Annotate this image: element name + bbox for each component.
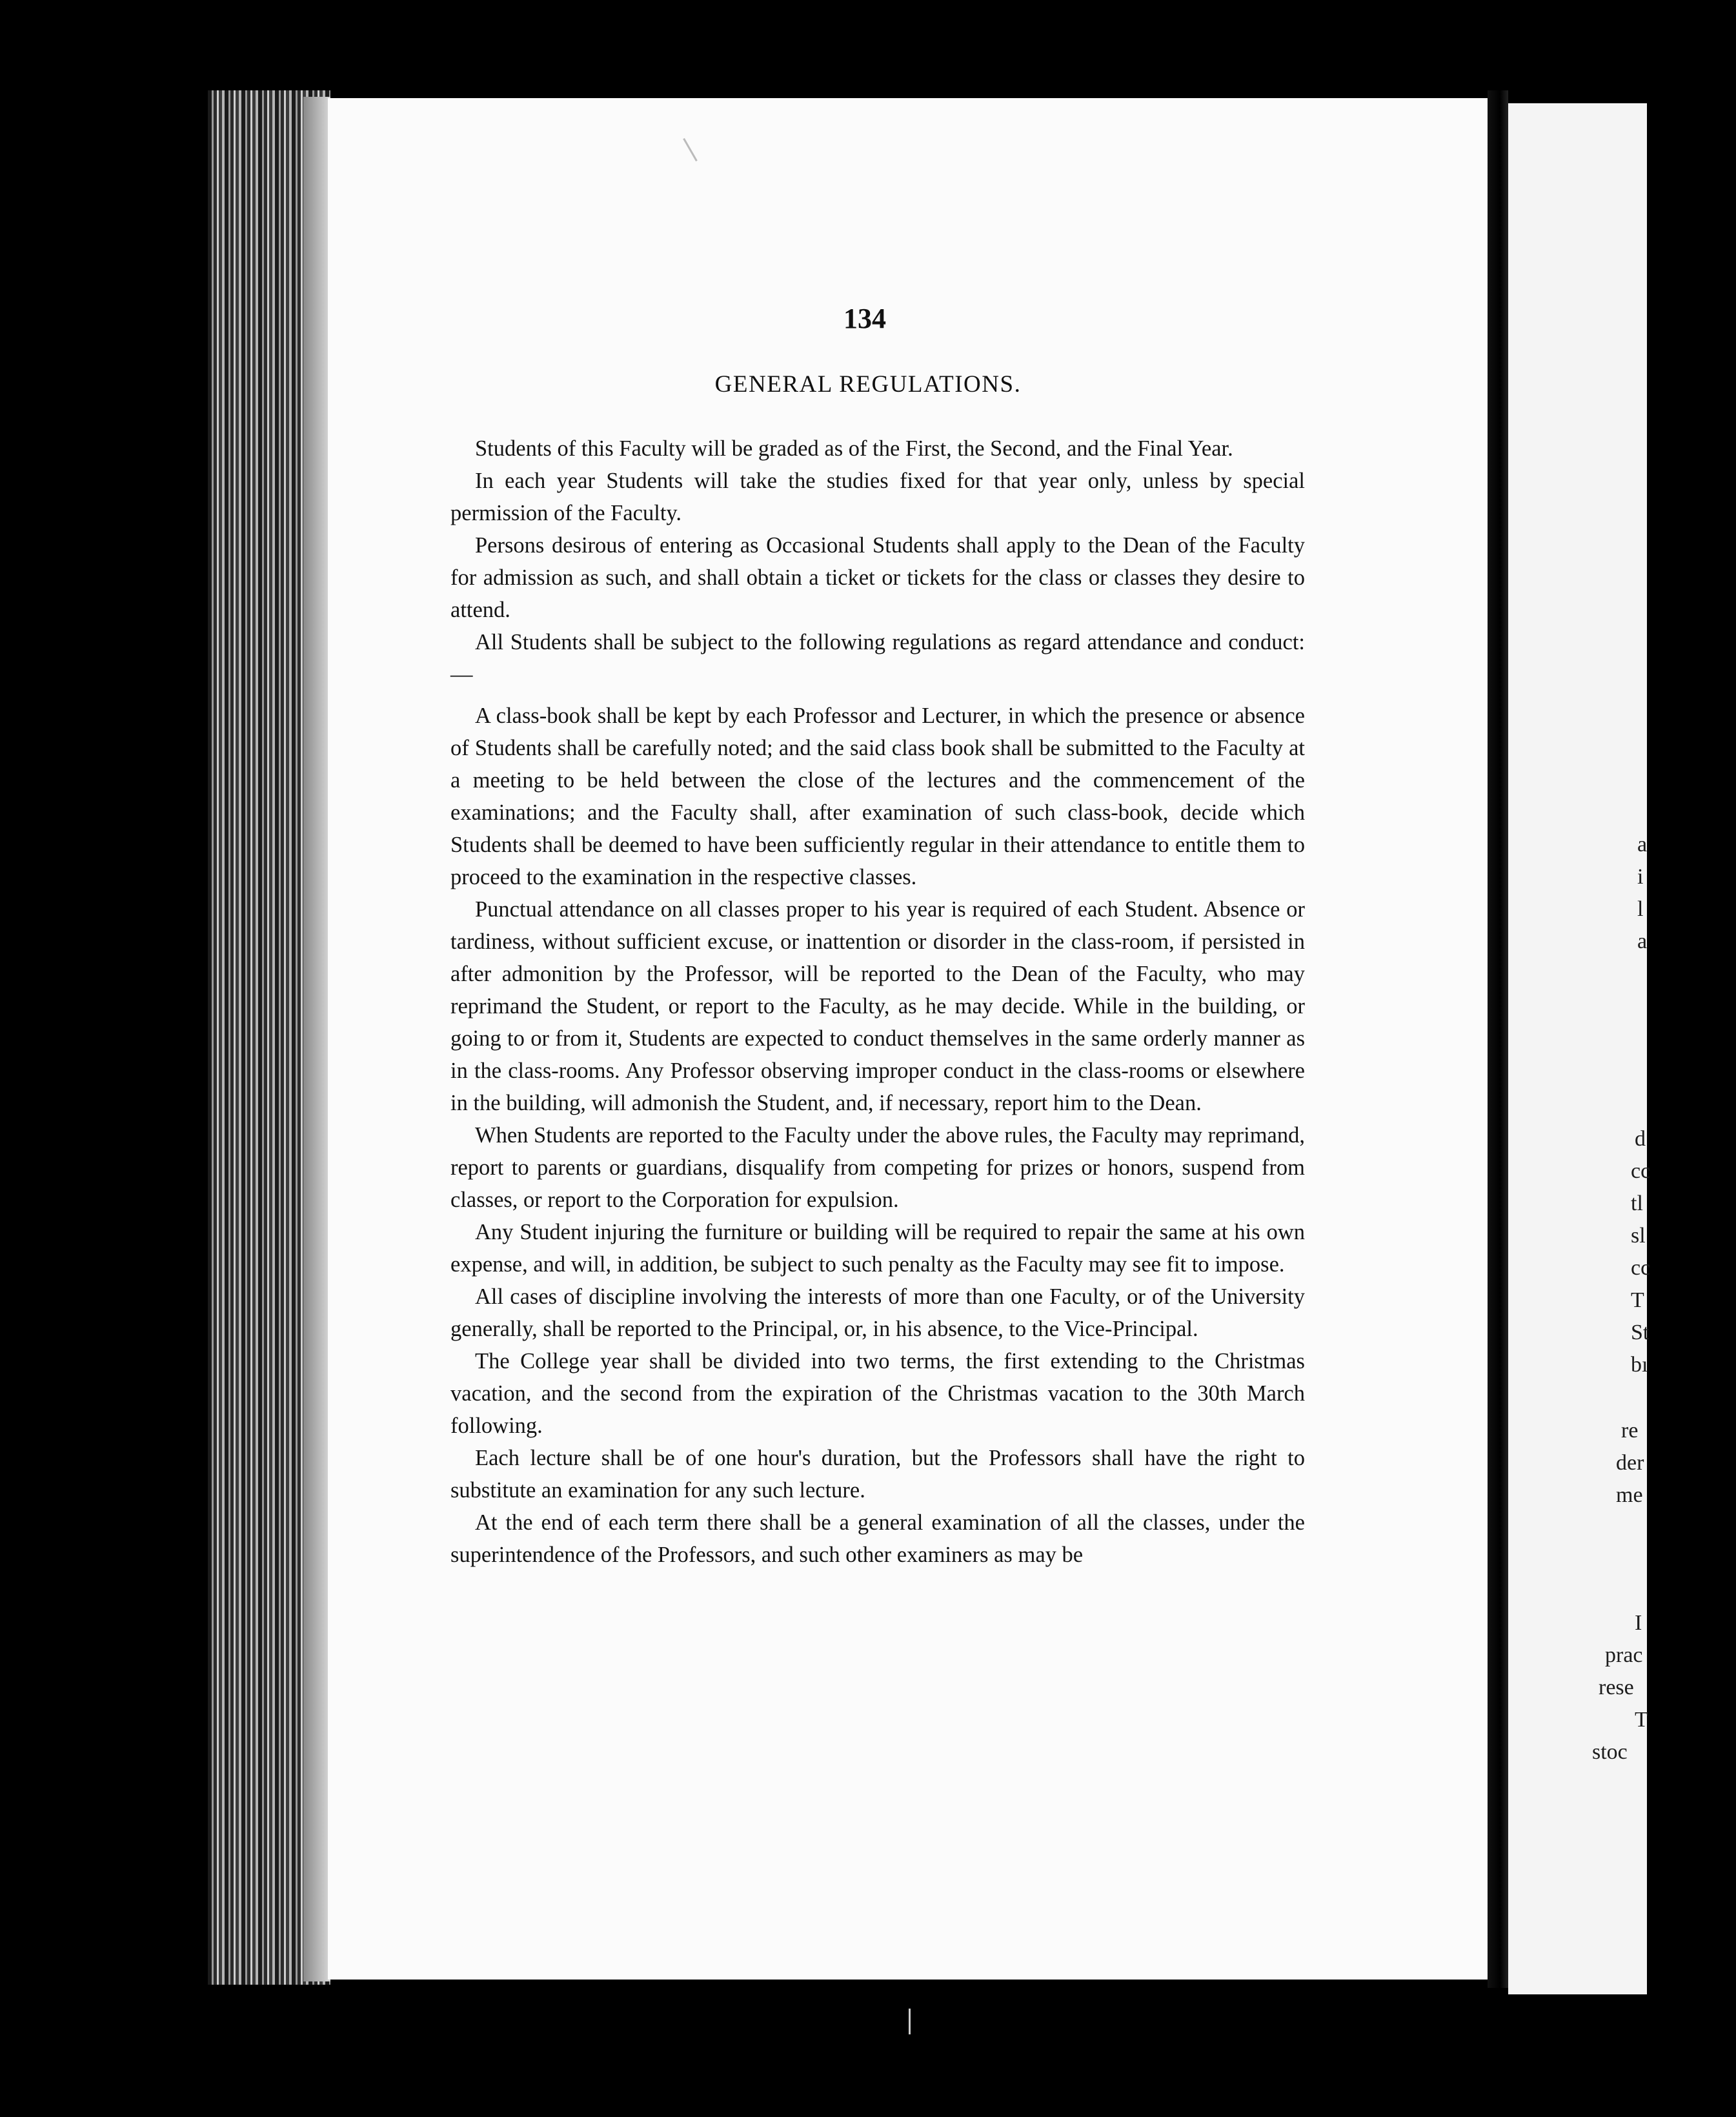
next-page-fragment: T: [1635, 1708, 1648, 1732]
body-text: [450, 432, 1305, 1571]
next-page-fragment: prac: [1605, 1643, 1643, 1667]
next-page-fragment: stoc: [1592, 1740, 1628, 1764]
next-page-fragment: der: [1616, 1451, 1644, 1475]
paragraph: In each year Students will take the studies fixed for that year only, unless by special permission of the Faculty.: [450, 469, 1305, 525]
next-page-fragment: l: [1637, 897, 1644, 921]
paragraph: A class-book shall be kept by each Professor and Lecturer, in which the presence or absence of Students shall be carefully noted; and the said class book shall be submitted to the Faculty at a meeting to be held between the close of the lectures and the commencement of the examinations; and the Faculty shall, after examination of such class-book, decide which Students shall be deemed to have been sufficiently regular in their attendance to entitle them to proceed to the examination in the respective classes.: [450, 704, 1305, 889]
next-page-fragment: a: [1637, 929, 1648, 953]
paragraph: Students of this Faculty will be graded as of the First, the Second, and the Final Year.: [475, 436, 1233, 461]
paragraph: Punctual attendance on all classes proper to his year is required of each Student. Absence or tardiness, without sufficient excuse, or inattention or disorder in the class-room, if persisted in after admonition by the Professor, will be reported to the Dean of the Faculty, who may reprimand the Student, or report to the Faculty, as he may decide. While in the building, or going to or from it, Students are expected to conduct themselves in the same orderly manner as in the class-rooms. Any Professor observing improper conduct in the class-rooms or elsewhere in the building, will admonish the Student, and, if necessary, report him to the Dean.: [450, 897, 1305, 1115]
paragraph: All cases of discipline involving the interests of more than one Faculty, or of the University generally, shall be reported to the Principal, or, in his absence, to the Vice-Principal.: [450, 1284, 1305, 1341]
paragraph: Any Student injuring the furniture or building will be required to repair the same at his own expense, and will, in addition, be subject to such penalty as the Faculty may see fit to impose.: [450, 1220, 1305, 1277]
next-page-fragment: I: [1635, 1611, 1642, 1635]
paragraph: The College year shall be divided into two terms, the first extending to the Christmas vacation, and the second from the expiration of the Christmas vacation to the 30th March following.: [450, 1349, 1305, 1438]
paragraph: When Students are reported to the Faculty under the above rules, the Faculty may reprimand, report to parents or guardians, disqualify from competing for prizes or honors, suspend from classes, or report to the Corporation for expulsion.: [450, 1123, 1305, 1212]
next-page-fragment: a: [1637, 833, 1648, 856]
next-page-fragment: i: [1637, 865, 1644, 889]
next-page-fragment: me: [1616, 1483, 1643, 1507]
next-page-fragment: cc: [1631, 1159, 1651, 1183]
next-page-fragment: sl: [1631, 1224, 1646, 1248]
paragraph: Each lecture shall be of one hour's duration, but the Professors shall have the right to substitute an examination for any such lecture.: [450, 1446, 1305, 1503]
next-page-fragment: d: [1635, 1127, 1646, 1151]
next-page-fragment: cc: [1631, 1256, 1651, 1280]
paragraph: Persons desirous of entering as Occasional Students shall apply to the Dean of the Faculty for admission as such, and shall obtain a ticket or tickets for the class or classes they desire to attend.: [450, 533, 1305, 622]
next-page-fragment: T: [1631, 1288, 1644, 1312]
next-page-fragment: bı: [1631, 1353, 1648, 1377]
next-page-fragment: tl: [1631, 1191, 1643, 1215]
next-page-fragment: rese: [1599, 1676, 1634, 1699]
paragraph: All Students shall be subject to the following regulations as regard attendance and conduct:—: [450, 630, 1305, 687]
page-number: 134: [843, 303, 886, 334]
next-page-fragment: St: [1631, 1321, 1650, 1344]
page-title: GENERAL REGULATIONS.: [714, 371, 1022, 398]
next-page-fragment: re: [1621, 1419, 1639, 1443]
paragraph: At the end of each term there shall be a general examination of all the classes, under the superintendence of the Professors, and such other examiners as may be: [450, 1510, 1305, 1567]
